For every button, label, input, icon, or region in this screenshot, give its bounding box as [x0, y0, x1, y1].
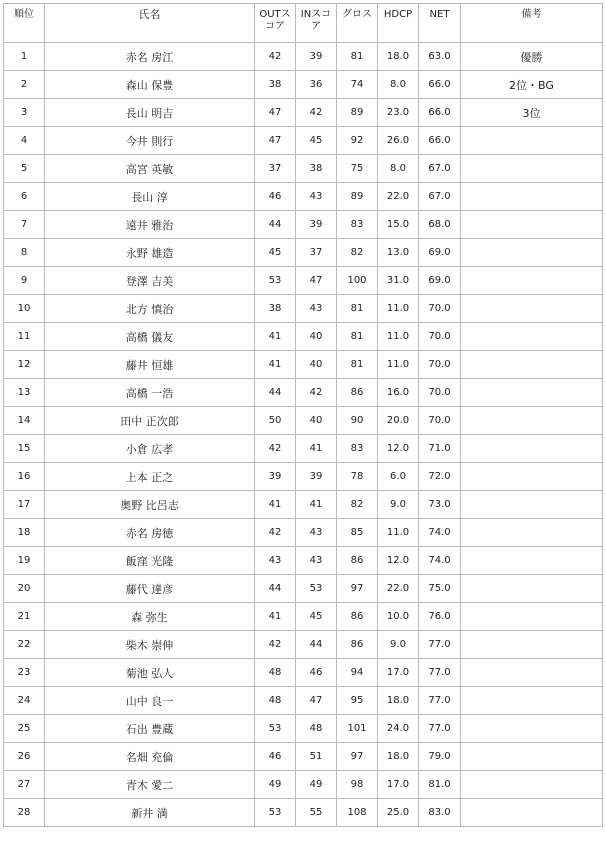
- hdcp-cell: 23.0: [378, 99, 419, 127]
- rank-cell: 1: [4, 43, 45, 71]
- table-row: [4, 43, 603, 71]
- rank-cell: 27: [4, 771, 45, 799]
- gross-cell: 85: [337, 519, 378, 547]
- note-cell: [461, 771, 603, 799]
- player-name-cell: 高橋 一浩: [45, 379, 255, 407]
- note-cell: [461, 463, 603, 491]
- table-row: [4, 659, 603, 687]
- gross-cell: 108: [337, 799, 378, 827]
- note-cell: [461, 743, 603, 771]
- gross-cell: 81: [337, 43, 378, 71]
- note-cell: [461, 575, 603, 603]
- player-name-cell: 登澤 吉美: [45, 267, 255, 295]
- table-row: [4, 155, 603, 183]
- rank-cell: 25: [4, 715, 45, 743]
- gross-cell: 83: [337, 435, 378, 463]
- in-score-cell: 43: [296, 295, 337, 323]
- hdcp-cell: 8.0: [378, 71, 419, 99]
- gross-cell: 82: [337, 239, 378, 267]
- note-cell: [461, 435, 603, 463]
- in-score-cell: 40: [296, 407, 337, 435]
- out-score-cell: 48: [255, 659, 296, 687]
- player-name-cell: 永野 雄造: [45, 239, 255, 267]
- player-name-cell: 石出 豊蔵: [45, 715, 255, 743]
- out-score-cell: 42: [255, 435, 296, 463]
- note-cell: [461, 491, 603, 519]
- note-cell: [461, 323, 603, 351]
- rank-cell: 13: [4, 379, 45, 407]
- net-cell: 75.0: [419, 575, 461, 603]
- rank-cell: 26: [4, 743, 45, 771]
- player-name-cell: 長山 明吉: [45, 99, 255, 127]
- out-score-cell: 44: [255, 379, 296, 407]
- player-name-cell: 小倉 広孝: [45, 435, 255, 463]
- table-row: [4, 575, 603, 603]
- note-cell: [461, 603, 603, 631]
- net-cell: 69.0: [419, 239, 461, 267]
- player-name-cell: 奥野 比呂志: [45, 491, 255, 519]
- table-row: [4, 491, 603, 519]
- header-row: [4, 4, 603, 43]
- hdcp-cell: 12.0: [378, 435, 419, 463]
- in-score-cell: 38: [296, 155, 337, 183]
- hdcp-cell: 9.0: [378, 491, 419, 519]
- out-score-cell: 50: [255, 407, 296, 435]
- hdcp-cell: 6.0: [378, 463, 419, 491]
- hdcp-cell: 17.0: [378, 659, 419, 687]
- note-cell: [461, 631, 603, 659]
- out-score-cell: 39: [255, 463, 296, 491]
- out-score-cell: 42: [255, 43, 296, 71]
- table-row: [4, 715, 603, 743]
- note-cell: [461, 183, 603, 211]
- note-cell: 3位: [461, 99, 603, 127]
- player-name-cell: 菊池 弘人: [45, 659, 255, 687]
- gross-cell: 90: [337, 407, 378, 435]
- in-score-cell: 53: [296, 575, 337, 603]
- gross-cell: 86: [337, 631, 378, 659]
- hdcp-cell: 31.0: [378, 267, 419, 295]
- table-row: [4, 799, 603, 827]
- out-score-cell: 44: [255, 211, 296, 239]
- hdcp-cell: 15.0: [378, 211, 419, 239]
- table-row: [4, 407, 603, 435]
- note-cell: [461, 127, 603, 155]
- table-row: [4, 687, 603, 715]
- player-name-cell: 遠井 雅治: [45, 211, 255, 239]
- gross-cell: 94: [337, 659, 378, 687]
- rank-cell: 5: [4, 155, 45, 183]
- in-score-cell: 37: [296, 239, 337, 267]
- gross-header: グロス: [337, 4, 378, 43]
- out-score-cell: 45: [255, 239, 296, 267]
- net-cell: 70.0: [419, 323, 461, 351]
- gross-cell: 78: [337, 463, 378, 491]
- net-cell: 73.0: [419, 491, 461, 519]
- net-cell: 77.0: [419, 715, 461, 743]
- rank-cell: 4: [4, 127, 45, 155]
- name-header: 氏名: [45, 4, 255, 43]
- net-cell: 66.0: [419, 127, 461, 155]
- note-cell: [461, 267, 603, 295]
- out-score-cell: 47: [255, 127, 296, 155]
- hdcp-cell: 16.0: [378, 379, 419, 407]
- table-row: [4, 519, 603, 547]
- rank-cell: 20: [4, 575, 45, 603]
- net-cell: 70.0: [419, 295, 461, 323]
- rank-cell: 3: [4, 99, 45, 127]
- in-score-cell: 42: [296, 379, 337, 407]
- in-score-cell: 41: [296, 435, 337, 463]
- out-score-cell: 53: [255, 799, 296, 827]
- net-cell: 67.0: [419, 183, 461, 211]
- gross-cell: 81: [337, 323, 378, 351]
- hdcp-cell: 18.0: [378, 687, 419, 715]
- out-score-cell: 38: [255, 295, 296, 323]
- rank-cell: 14: [4, 407, 45, 435]
- rank-cell: 19: [4, 547, 45, 575]
- gross-cell: 86: [337, 547, 378, 575]
- hdcp-cell: 22.0: [378, 575, 419, 603]
- rank-cell: 21: [4, 603, 45, 631]
- note-cell: [461, 799, 603, 827]
- in-score-cell: 55: [296, 799, 337, 827]
- gross-cell: 89: [337, 99, 378, 127]
- table-row: [4, 239, 603, 267]
- in-score-cell: 39: [296, 43, 337, 71]
- gross-cell: 86: [337, 379, 378, 407]
- hdcp-cell: 9.0: [378, 631, 419, 659]
- hdcp-cell: 17.0: [378, 771, 419, 799]
- note-cell: [461, 155, 603, 183]
- in-score-cell: 43: [296, 547, 337, 575]
- out-score-cell: 41: [255, 323, 296, 351]
- rank-cell: 28: [4, 799, 45, 827]
- rank-cell: 8: [4, 239, 45, 267]
- note-cell: [461, 239, 603, 267]
- net-cell: 63.0: [419, 43, 461, 71]
- out-score-cell: 44: [255, 575, 296, 603]
- table-row: [4, 99, 603, 127]
- out-score-cell: 49: [255, 771, 296, 799]
- in-score-cell: 40: [296, 351, 337, 379]
- net-cell: 74.0: [419, 519, 461, 547]
- gross-cell: 92: [337, 127, 378, 155]
- note-header: 備考: [461, 4, 603, 43]
- rank-cell: 10: [4, 295, 45, 323]
- net-cell: 66.0: [419, 99, 461, 127]
- hdcp-cell: 26.0: [378, 127, 419, 155]
- net-cell: 66.0: [419, 71, 461, 99]
- hdcp-cell: 10.0: [378, 603, 419, 631]
- in-score-cell: 36: [296, 71, 337, 99]
- rank-cell: 12: [4, 351, 45, 379]
- table-row: [4, 323, 603, 351]
- out-score-cell: 46: [255, 183, 296, 211]
- rank-cell: 24: [4, 687, 45, 715]
- out-score-cell: 43: [255, 547, 296, 575]
- net-cell: 69.0: [419, 267, 461, 295]
- hdcp-cell: 11.0: [378, 323, 419, 351]
- player-name-cell: 新井 満: [45, 799, 255, 827]
- out-score-cell: 53: [255, 267, 296, 295]
- hdcp-cell: 20.0: [378, 407, 419, 435]
- in-score-cell: 51: [296, 743, 337, 771]
- note-cell: [461, 211, 603, 239]
- net-cell: 77.0: [419, 687, 461, 715]
- rank-cell: 16: [4, 463, 45, 491]
- in-score-cell: 47: [296, 267, 337, 295]
- rank-cell: 2: [4, 71, 45, 99]
- gross-cell: 83: [337, 211, 378, 239]
- rank-cell: 9: [4, 267, 45, 295]
- player-name-cell: 藤井 恒雄: [45, 351, 255, 379]
- player-name-cell: 今井 則行: [45, 127, 255, 155]
- player-name-cell: 名畑 充倫: [45, 743, 255, 771]
- out-score-header: OUTスコア: [255, 4, 296, 43]
- player-name-cell: 藤代 達彦: [45, 575, 255, 603]
- hdcp-cell: 25.0: [378, 799, 419, 827]
- net-cell: 71.0: [419, 435, 461, 463]
- gross-cell: 81: [337, 351, 378, 379]
- table-row: [4, 71, 603, 99]
- out-score-cell: 53: [255, 715, 296, 743]
- hdcp-cell: 18.0: [378, 43, 419, 71]
- note-cell: [461, 351, 603, 379]
- in-score-cell: 42: [296, 99, 337, 127]
- net-cell: 70.0: [419, 379, 461, 407]
- net-cell: 83.0: [419, 799, 461, 827]
- hdcp-cell: 18.0: [378, 743, 419, 771]
- note-cell: 優勝: [461, 43, 603, 71]
- hdcp-cell: 24.0: [378, 715, 419, 743]
- out-score-cell: 47: [255, 99, 296, 127]
- out-score-cell: 38: [255, 71, 296, 99]
- table-row: [4, 351, 603, 379]
- gross-cell: 74: [337, 71, 378, 99]
- player-name-cell: 上本 正之: [45, 463, 255, 491]
- player-name-cell: 青木 愛二: [45, 771, 255, 799]
- player-name-cell: 飯窪 光隆: [45, 547, 255, 575]
- in-score-cell: 49: [296, 771, 337, 799]
- out-score-cell: 46: [255, 743, 296, 771]
- gross-cell: 95: [337, 687, 378, 715]
- hdcp-cell: 12.0: [378, 547, 419, 575]
- table-row: [4, 603, 603, 631]
- player-name-cell: 長山 淳: [45, 183, 255, 211]
- out-score-cell: 37: [255, 155, 296, 183]
- net-cell: 74.0: [419, 547, 461, 575]
- table-row: [4, 743, 603, 771]
- table-row: [4, 463, 603, 491]
- gross-cell: 89: [337, 183, 378, 211]
- in-score-cell: 43: [296, 183, 337, 211]
- gross-cell: 98: [337, 771, 378, 799]
- net-cell: 72.0: [419, 463, 461, 491]
- player-name-cell: 森山 保豊: [45, 71, 255, 99]
- in-score-cell: 47: [296, 687, 337, 715]
- net-cell: 68.0: [419, 211, 461, 239]
- rank-cell: 7: [4, 211, 45, 239]
- in-score-cell: 45: [296, 127, 337, 155]
- table-row: [4, 267, 603, 295]
- out-score-cell: 42: [255, 519, 296, 547]
- in-score-cell: 39: [296, 463, 337, 491]
- rank-cell: 11: [4, 323, 45, 351]
- in-score-cell: 39: [296, 211, 337, 239]
- player-name-cell: 北方 慎治: [45, 295, 255, 323]
- note-cell: 2位・BG: [461, 71, 603, 99]
- in-score-header: INスコア: [296, 4, 337, 43]
- hdcp-cell: 13.0: [378, 239, 419, 267]
- in-score-cell: 40: [296, 323, 337, 351]
- net-cell: 81.0: [419, 771, 461, 799]
- hdcp-header: HDCP: [378, 4, 419, 43]
- player-name-cell: 赤名 房徳: [45, 519, 255, 547]
- note-cell: [461, 407, 603, 435]
- gross-cell: 75: [337, 155, 378, 183]
- table-row: [4, 379, 603, 407]
- note-cell: [461, 687, 603, 715]
- rank-header: 順位: [4, 4, 45, 43]
- net-cell: 77.0: [419, 631, 461, 659]
- in-score-cell: 48: [296, 715, 337, 743]
- rank-cell: 15: [4, 435, 45, 463]
- gross-cell: 97: [337, 743, 378, 771]
- net-cell: 77.0: [419, 659, 461, 687]
- table-row: [4, 771, 603, 799]
- out-score-cell: 41: [255, 491, 296, 519]
- net-cell: 76.0: [419, 603, 461, 631]
- rank-cell: 17: [4, 491, 45, 519]
- results-table: [3, 3, 603, 827]
- net-cell: 70.0: [419, 351, 461, 379]
- note-cell: [461, 547, 603, 575]
- gross-cell: 100: [337, 267, 378, 295]
- rank-cell: 23: [4, 659, 45, 687]
- hdcp-cell: 11.0: [378, 519, 419, 547]
- note-cell: [461, 519, 603, 547]
- in-score-cell: 43: [296, 519, 337, 547]
- table-row: [4, 127, 603, 155]
- player-name-cell: 山中 良一: [45, 687, 255, 715]
- in-score-cell: 46: [296, 659, 337, 687]
- player-name-cell: 高宮 英敏: [45, 155, 255, 183]
- in-score-cell: 41: [296, 491, 337, 519]
- note-cell: [461, 659, 603, 687]
- player-name-cell: 高橋 儀友: [45, 323, 255, 351]
- hdcp-cell: 11.0: [378, 351, 419, 379]
- table-row: [4, 435, 603, 463]
- note-cell: [461, 715, 603, 743]
- player-name-cell: 赤名 房江: [45, 43, 255, 71]
- table-row: [4, 183, 603, 211]
- gross-cell: 101: [337, 715, 378, 743]
- gross-cell: 97: [337, 575, 378, 603]
- rank-cell: 6: [4, 183, 45, 211]
- gross-cell: 81: [337, 295, 378, 323]
- net-cell: 70.0: [419, 407, 461, 435]
- table-row: [4, 547, 603, 575]
- table-row: [4, 631, 603, 659]
- player-name-cell: 田中 正次郎: [45, 407, 255, 435]
- hdcp-cell: 8.0: [378, 155, 419, 183]
- net-cell: 67.0: [419, 155, 461, 183]
- gross-cell: 86: [337, 603, 378, 631]
- note-cell: [461, 379, 603, 407]
- net-cell: 79.0: [419, 743, 461, 771]
- gross-cell: 82: [337, 491, 378, 519]
- out-score-cell: 42: [255, 631, 296, 659]
- player-name-cell: 柴木 崇伸: [45, 631, 255, 659]
- player-name-cell: 森 弥生: [45, 603, 255, 631]
- hdcp-cell: 11.0: [378, 295, 419, 323]
- in-score-cell: 44: [296, 631, 337, 659]
- in-score-cell: 45: [296, 603, 337, 631]
- rank-cell: 18: [4, 519, 45, 547]
- out-score-cell: 41: [255, 351, 296, 379]
- hdcp-cell: 22.0: [378, 183, 419, 211]
- net-header: NET: [419, 4, 461, 43]
- note-cell: [461, 295, 603, 323]
- rank-cell: 22: [4, 631, 45, 659]
- results-body: [4, 43, 603, 827]
- out-score-cell: 48: [255, 687, 296, 715]
- table-row: [4, 211, 603, 239]
- table-row: [4, 295, 603, 323]
- out-score-cell: 41: [255, 603, 296, 631]
